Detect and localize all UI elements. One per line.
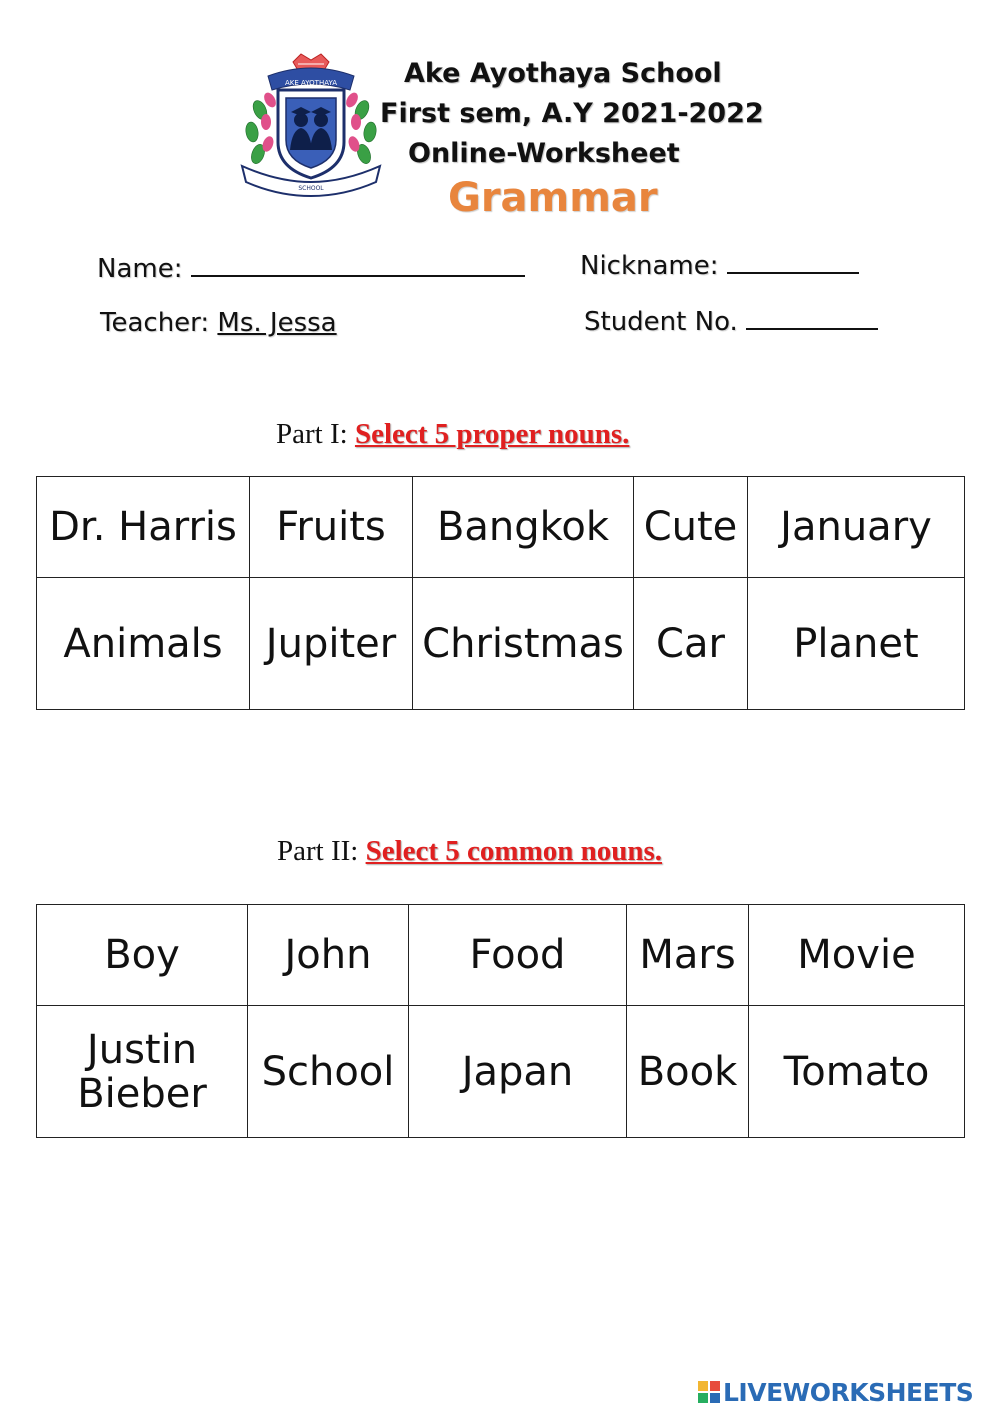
word-cell[interactable]: Cute: [634, 477, 748, 578]
name-blank: [191, 253, 525, 277]
word-cell[interactable]: Jupiter: [250, 578, 413, 710]
word-cell[interactable]: January: [748, 477, 965, 578]
name-label: Name:: [97, 254, 183, 284]
table-row: [37, 578, 965, 710]
nickname-field: [580, 250, 859, 281]
worksheet-type: Online-Worksheet: [408, 138, 680, 169]
word-cell[interactable]: Book: [627, 1006, 749, 1138]
word-cell[interactable]: Animals: [37, 578, 250, 710]
table-row: [37, 905, 965, 1006]
word-cell[interactable]: Mars: [627, 905, 749, 1006]
teacher-name: Ms. Jessa: [217, 308, 337, 338]
part1-heading: [276, 418, 629, 451]
word-cell[interactable]: Bangkok: [413, 477, 634, 578]
name-field: [97, 253, 525, 284]
part1-instruction: Select 5 proper nouns.: [354, 418, 630, 450]
word-cell[interactable]: Car: [634, 578, 748, 710]
brand-text: LIVEWORKSHEETS: [723, 1378, 974, 1407]
word-cell[interactable]: Dr. Harris: [37, 477, 250, 578]
part2-table: [36, 904, 965, 1138]
part2-label: Part II:: [277, 835, 359, 867]
nickname-blank: [727, 250, 859, 274]
word-cell[interactable]: School: [248, 1006, 409, 1138]
word-cell[interactable]: Tomato: [749, 1006, 965, 1138]
liveworksheets-brand: [698, 1378, 973, 1407]
nickname-label: Nickname:: [580, 251, 719, 281]
teacher-field: [100, 308, 337, 338]
semester-line: First sem, A.Y 2021-2022: [380, 98, 764, 129]
svg-text:AKE AYOTHAYA: AKE AYOTHAYA: [285, 79, 337, 87]
table-row: [37, 477, 965, 578]
word-cell[interactable]: John: [248, 905, 409, 1006]
part2-heading: [277, 835, 662, 868]
table-row: [37, 1006, 965, 1138]
student-no-field: [584, 306, 878, 337]
subject-title: Grammar: [448, 175, 658, 221]
word-cell[interactable]: Planet: [748, 578, 965, 710]
part1-table: [36, 476, 965, 710]
liveworksheets-logo-icon: [698, 1381, 720, 1403]
part1-label: Part I:: [276, 418, 348, 450]
part2-instruction: Select 5 common nouns.: [365, 835, 663, 867]
word-cell[interactable]: Movie: [749, 905, 965, 1006]
student-no-label: Student No.: [584, 307, 738, 337]
teacher-label: Teacher:: [100, 308, 210, 338]
word-cell[interactable]: Food: [409, 905, 627, 1006]
svg-text:SCHOOL: SCHOOL: [298, 185, 324, 192]
word-cell[interactable]: Japan: [409, 1006, 627, 1138]
school-logo: [238, 50, 384, 200]
word-cell[interactable]: Boy: [37, 905, 248, 1006]
student-no-blank: [746, 306, 878, 330]
word-cell[interactable]: Fruits: [250, 477, 413, 578]
school-name: Ake Ayothaya School: [404, 58, 722, 89]
word-cell[interactable]: Christmas: [413, 578, 634, 710]
word-cell[interactable]: Justin Bieber: [37, 1006, 248, 1138]
